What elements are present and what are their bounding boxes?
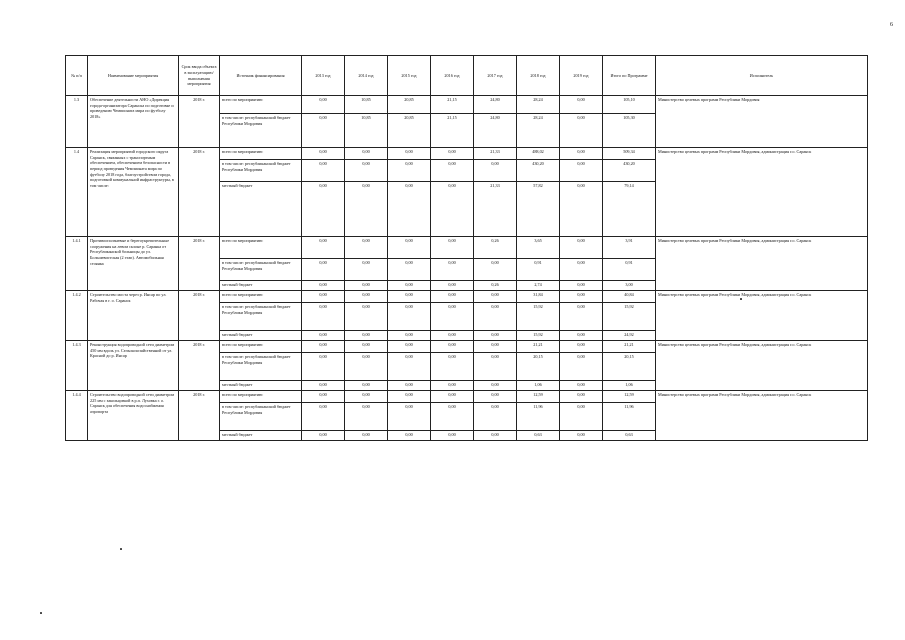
cell-source: всего по мероприятию: — [220, 148, 302, 160]
cell-value: 21,21 — [603, 341, 656, 353]
cell-source: всего по мероприятию: — [220, 391, 302, 403]
cell-source: всего по мероприятию: — [220, 341, 302, 353]
cell-source: местный бюджет — [220, 381, 302, 391]
cell-value: 0,63 — [517, 431, 560, 441]
cell-value: 0,00 — [302, 431, 345, 441]
cell-value: 0,00 — [388, 148, 431, 160]
cell-executor: Министерство целевых программ Республики Мордовия, администрация г.о. Саранск — [656, 341, 868, 391]
cell-value: 0,00 — [302, 303, 345, 331]
cell-value: 0,00 — [560, 353, 603, 381]
table-row — [66, 341, 868, 353]
cell-value: 0,00 — [388, 381, 431, 391]
cell-value: 21,15 — [431, 96, 474, 114]
cell-value: 0,00 — [474, 341, 517, 353]
cell-executor: Министерство целевых программ Республики Мордовия, администрация г.о. Саранск — [656, 148, 868, 237]
cell-value: 0,00 — [431, 281, 474, 291]
cell-term: 2018 г. — [179, 291, 220, 341]
cell-value: 0,00 — [302, 331, 345, 341]
cell-value: 0,00 — [388, 303, 431, 331]
cell-value: 0,00 — [388, 237, 431, 259]
cell-executor: Министерство целевых программ Республики Мордовия, администрация г.о. Саранск — [656, 391, 868, 441]
column-header: Итого по Программе — [603, 56, 656, 96]
cell-value: 21,21 — [517, 341, 560, 353]
cell-name: Противооползневые и берегоукрепительные сооружения на левом склоне р. Саранка от Республиканской больницы до ул. Большевистская (2 этап). Автомобильная стоянка — [88, 237, 179, 291]
cell-value: 20,15 — [603, 353, 656, 381]
cell-value: 0,00 — [474, 291, 517, 303]
cell-executor: Министерство целевых программ Республики Мордовия, администрация г.о. Саранск — [656, 237, 868, 291]
cell-term: 2018 г. — [179, 391, 220, 441]
cell-value: 0,00 — [560, 259, 603, 281]
page-number: 6 — [890, 22, 893, 28]
cell-value: 0,00 — [345, 431, 388, 441]
cell-value: 0,00 — [474, 160, 517, 182]
column-header: Наименование мероприятия — [88, 56, 179, 96]
cell-value: 31,84 — [517, 291, 560, 303]
cell-value: 57,82 — [517, 182, 560, 237]
cell-name: Строительство моста через р. Инсар по ул. Рабочая в г. о. Саранск — [88, 291, 179, 341]
cell-value: 0,00 — [560, 341, 603, 353]
cell-value: 0,00 — [345, 237, 388, 259]
cell-value: 2,74 — [517, 281, 560, 291]
cell-name: Строительство водопроводной сети диаметром 225 мм с закольцовкой в р.п. Луховка г. о. Саранск для обеспечения водоснабжения аэропорта — [88, 391, 179, 441]
cell-source: местный бюджет — [220, 182, 302, 237]
cell-name: Реконструкция водопроводной сети диаметром 450 мм вдоль ул. Сельскохозяйственной от ул. Красной до р. Инсар — [88, 341, 179, 391]
cell-value: 105,10 — [603, 96, 656, 114]
cell-value: 0,00 — [302, 237, 345, 259]
table-row — [66, 148, 868, 160]
cell-value: 0,00 — [431, 403, 474, 431]
cell-value: 0,00 — [560, 96, 603, 114]
cell-value: 0,00 — [345, 403, 388, 431]
cell-value: 24,92 — [603, 331, 656, 341]
cell-value: 0,00 — [431, 431, 474, 441]
cell-value: 0,00 — [302, 182, 345, 237]
cell-value: 0,00 — [302, 391, 345, 403]
cell-value: 0,00 — [560, 381, 603, 391]
cell-name: Обеспечение деятельности АНО «Дирекция города-организатора Саранска по подготовке и проведению Чемпионата мира по футболу 2018» — [88, 96, 179, 148]
cell-value: 0,00 — [345, 160, 388, 182]
column-header: 2019 год — [560, 56, 603, 96]
column-header: 2016 год — [431, 56, 474, 96]
cell-source: в том числе: республиканский бюджет Республики Мордовия — [220, 303, 302, 331]
cell-value: 1,06 — [603, 381, 656, 391]
cell-value: 488,02 — [517, 148, 560, 160]
cell-value: 24,80 — [474, 114, 517, 148]
cell-value: 0,00 — [431, 353, 474, 381]
cell-value: 0,00 — [560, 114, 603, 148]
cell-value: 0,00 — [345, 281, 388, 291]
table-row — [66, 391, 868, 403]
cell-num: 1.3 — [66, 96, 88, 148]
cell-source: местный бюджет — [220, 431, 302, 441]
cell-value: 0,00 — [388, 331, 431, 341]
cell-value: 0,00 — [388, 431, 431, 441]
cell-value: 0,00 — [302, 291, 345, 303]
cell-source: всего по мероприятию: — [220, 291, 302, 303]
cell-value: 0,00 — [560, 148, 603, 160]
cell-value: 20,85 — [388, 96, 431, 114]
cell-value: 0,00 — [388, 353, 431, 381]
table-row — [66, 291, 868, 303]
cell-term: 2018 г. — [179, 148, 220, 237]
cell-value: 0,00 — [431, 259, 474, 281]
cell-value: 12,59 — [603, 391, 656, 403]
cell-value: 0,00 — [345, 182, 388, 237]
cell-executor: Министерство целевых программ Республики Мордовия, администрация г.о. Саранск — [656, 291, 868, 341]
program-table — [65, 55, 868, 441]
cell-value: 20,15 — [517, 353, 560, 381]
cell-source: в том числе: республиканский бюджет Республики Мордовия — [220, 160, 302, 182]
cell-value: 0,00 — [388, 403, 431, 431]
cell-value: 10,85 — [345, 96, 388, 114]
cell-name: Реализация мероприятий городского округа Саранск, связанных с транспортным обеспечением, обеспечением безопасности в период проведения Чемпионата мира по футболу 2018 года, благоустройством города, подготовкой коммунальной инфраструктуры, в том числе: — [88, 148, 179, 237]
cell-value: 20,85 — [388, 114, 431, 148]
table-body — [66, 96, 868, 441]
cell-value: 28,24 — [517, 96, 560, 114]
cell-value: 21,33 — [474, 182, 517, 237]
cell-value: 0,00 — [345, 331, 388, 341]
cell-num: 1.4 — [66, 148, 88, 237]
cell-value: 0,00 — [345, 259, 388, 281]
cell-value: 0,00 — [302, 96, 345, 114]
cell-value: 0,00 — [388, 259, 431, 281]
cell-value: 0,00 — [388, 182, 431, 237]
cell-value: 0,00 — [474, 303, 517, 331]
cell-value: 0,00 — [560, 291, 603, 303]
cell-source: местный бюджет — [220, 331, 302, 341]
cell-value: 3,65 — [517, 237, 560, 259]
cell-value: 0,00 — [431, 237, 474, 259]
cell-value: 0,00 — [345, 291, 388, 303]
cell-value: 0,00 — [302, 403, 345, 431]
column-header: № п/п — [66, 56, 88, 96]
cell-value: 0,00 — [345, 303, 388, 331]
cell-value: 0,00 — [474, 331, 517, 341]
cell-value: 0,00 — [302, 160, 345, 182]
speck — [120, 548, 122, 550]
cell-value: 3,91 — [603, 237, 656, 259]
column-header: Источник финансирования — [220, 56, 302, 96]
cell-num: 1.4.3 — [66, 341, 88, 391]
cell-value: 0,00 — [560, 431, 603, 441]
cell-value: 0,26 — [474, 281, 517, 291]
table-header-row — [66, 56, 868, 96]
cell-value: 0,00 — [431, 381, 474, 391]
cell-value: 11,96 — [517, 403, 560, 431]
cell-value: 3,00 — [603, 281, 656, 291]
cell-value: 0,00 — [388, 281, 431, 291]
table-row — [66, 96, 868, 114]
cell-value: 40,84 — [603, 291, 656, 303]
cell-source: всего по мероприятию: — [220, 96, 302, 114]
cell-value: 0,00 — [302, 281, 345, 291]
cell-value: 0,00 — [302, 114, 345, 148]
cell-value: 0,00 — [345, 381, 388, 391]
cell-value: 0,00 — [474, 391, 517, 403]
cell-value: 0,00 — [345, 341, 388, 353]
cell-value: 0,00 — [345, 353, 388, 381]
cell-num: 1.4.2 — [66, 291, 88, 341]
cell-value: 0,00 — [302, 381, 345, 391]
cell-source: местный бюджет — [220, 281, 302, 291]
cell-num: 1.4.1 — [66, 237, 88, 291]
cell-value: 0,00 — [560, 391, 603, 403]
cell-value: 0,00 — [388, 391, 431, 403]
column-header: 2018 год — [517, 56, 560, 96]
speck — [40, 612, 42, 614]
cell-value: 15,92 — [517, 331, 560, 341]
cell-value: 0,00 — [560, 160, 603, 182]
cell-value: 1,06 — [517, 381, 560, 391]
cell-source: в том числе: республиканский бюджет Республики Мордовия — [220, 259, 302, 281]
cell-value: 21,33 — [474, 148, 517, 160]
column-header: 2014 год — [345, 56, 388, 96]
table-row — [66, 237, 868, 259]
cell-source: в том числе: республиканский бюджет Республики Мордовия — [220, 114, 302, 148]
cell-value: 0,00 — [474, 353, 517, 381]
cell-value: 0,00 — [560, 281, 603, 291]
cell-value: 0,00 — [474, 403, 517, 431]
cell-value: 430,20 — [603, 160, 656, 182]
cell-value: 0,00 — [345, 148, 388, 160]
cell-value: 0,00 — [302, 353, 345, 381]
column-header: Срок ввода объекта в эксплуатацию/ выполнения мероприятия — [179, 56, 220, 96]
cell-source: в том числе: республиканский бюджет Республики Мордовия — [220, 353, 302, 381]
cell-value: 0,00 — [388, 160, 431, 182]
cell-value: 0,00 — [431, 148, 474, 160]
cell-executor: Министерство целевых программ Республики Мордовия — [656, 96, 868, 148]
cell-value: 509,34 — [603, 148, 656, 160]
cell-term: 2018 г. — [179, 237, 220, 291]
cell-value: 0,00 — [345, 391, 388, 403]
cell-value: 0,00 — [302, 341, 345, 353]
cell-value: 0,91 — [603, 259, 656, 281]
cell-term: 2018 г. — [179, 341, 220, 391]
cell-value: 0,00 — [560, 331, 603, 341]
cell-value: 105,30 — [603, 114, 656, 148]
cell-value: 0,00 — [474, 381, 517, 391]
cell-num: 1.4.4 — [66, 391, 88, 441]
cell-value: 0,00 — [302, 148, 345, 160]
cell-value: 0,91 — [517, 259, 560, 281]
cell-value: 0,00 — [560, 403, 603, 431]
cell-value: 21,15 — [431, 114, 474, 148]
cell-value: 15,92 — [603, 303, 656, 331]
cell-value: 0,00 — [431, 391, 474, 403]
cell-value: 0,00 — [560, 182, 603, 237]
cell-value: 0,00 — [388, 291, 431, 303]
cell-value: 0,00 — [431, 291, 474, 303]
column-header: Исполнитель — [656, 56, 868, 96]
speck — [740, 298, 742, 300]
cell-value: 0,00 — [431, 303, 474, 331]
cell-value: 28,24 — [517, 114, 560, 148]
cell-value: 0,00 — [474, 259, 517, 281]
cell-value: 24,80 — [474, 96, 517, 114]
cell-value: 0,26 — [474, 237, 517, 259]
cell-value: 0,00 — [431, 160, 474, 182]
column-header: 2013 год — [302, 56, 345, 96]
cell-value: 79,14 — [603, 182, 656, 237]
column-header: 2015 год — [388, 56, 431, 96]
cell-value: 0,00 — [560, 303, 603, 331]
cell-value: 430,20 — [517, 160, 560, 182]
cell-value: 0,00 — [431, 182, 474, 237]
column-header: 2017 год — [474, 56, 517, 96]
cell-value: 12,59 — [517, 391, 560, 403]
cell-value: 0,00 — [431, 341, 474, 353]
cell-source: всего по мероприятию: — [220, 237, 302, 259]
cell-value: 15,92 — [517, 303, 560, 331]
cell-value: 0,00 — [302, 259, 345, 281]
cell-source: в том числе: республиканский бюджет Республики Мордовия — [220, 403, 302, 431]
cell-value: 11,96 — [603, 403, 656, 431]
cell-value: 0,00 — [560, 237, 603, 259]
cell-value: 0,00 — [431, 331, 474, 341]
cell-value: 0,00 — [474, 431, 517, 441]
cell-value: 0,00 — [388, 341, 431, 353]
cell-value: 10,85 — [345, 114, 388, 148]
cell-term: 2018 г. — [179, 96, 220, 148]
cell-value: 0,63 — [603, 431, 656, 441]
